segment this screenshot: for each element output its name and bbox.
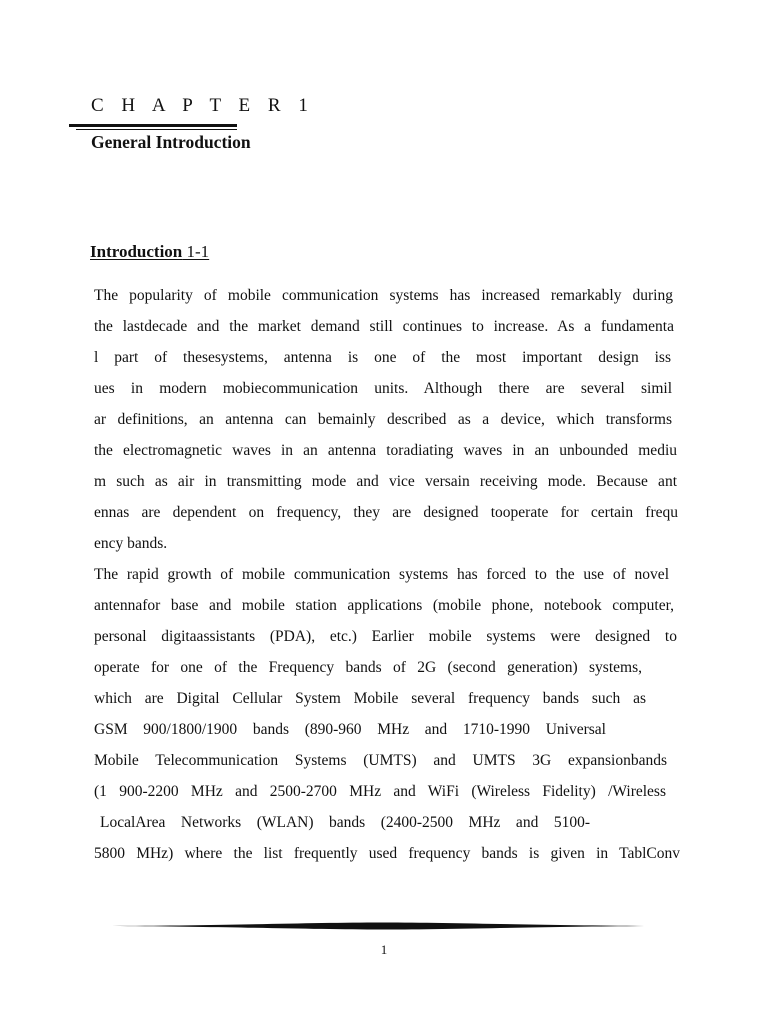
body-line: The popularity of mobile communication systems has increased remarkably during [94,287,673,304]
body-line: l part of thesesystems, antenna is one of the most important design iss [94,349,671,366]
section-heading-number: 1-1 [182,242,210,261]
body-line: (1 900-2200 MHz and 2500-2700 MHz and WiFi (Wireless Fidelity) /Wireless [94,783,666,800]
body-line: ency bands. [94,535,168,552]
body-line: GSM 900/1800/1900 bands (890-960 MHz and 1710-1990 Universal [94,721,606,738]
section-heading [90,241,209,263]
body-line: ar definitions, an antenna can bemainly described as a device, which transforms [94,411,672,428]
body-line: 5800 MHz) where the list frequently used frequency bands is given in TablConv [94,845,680,862]
section-heading-word: Introduction [90,242,183,261]
chapter-rule-thin [76,129,237,130]
body-line: LocalArea Networks (WLAN) bands (2400-2500 MHz and 5100- [100,814,590,831]
body-line: the lastdecade and the market demand still continues to increase. As a fundamenta [94,318,674,335]
body-line: m such as air in transmitting mode and vice versain receiving mode. Because ant [94,473,677,490]
body-line: personal digitaassistants (PDA), etc.) Earlier mobile systems were designed to [94,628,677,645]
chapter-rule-thick [69,124,237,127]
chapter-label: C H A P T E R 1 [91,95,315,116]
footer-rule [112,922,654,930]
body-line: which are Digital Cellular System Mobile several frequency bands such as [94,690,646,707]
chapter-title: General Introduction [91,132,251,152]
body-line: operate for one of the Frequency bands of 2G (second generation) systems, [94,659,642,676]
body-line: The rapid growth of mobile communication systems has forced to the use of novel [94,566,669,583]
body-line: the electromagnetic waves in an antenna toradiating waves in an unbounded mediu [94,442,677,459]
body-line: antennafor base and mobile station applications (mobile phone, notebook computer, [94,597,674,614]
body-line: ues in modern mobiecommunication units. Although there are several simil [94,380,672,397]
body-line: ennas are dependent on frequency, they are designed tooperate for certain frequ [94,504,678,521]
body-line: Mobile Telecommunication Systems (UMTS) and UMTS 3G expansionbands [94,752,667,769]
page-number: 1 [380,942,388,957]
